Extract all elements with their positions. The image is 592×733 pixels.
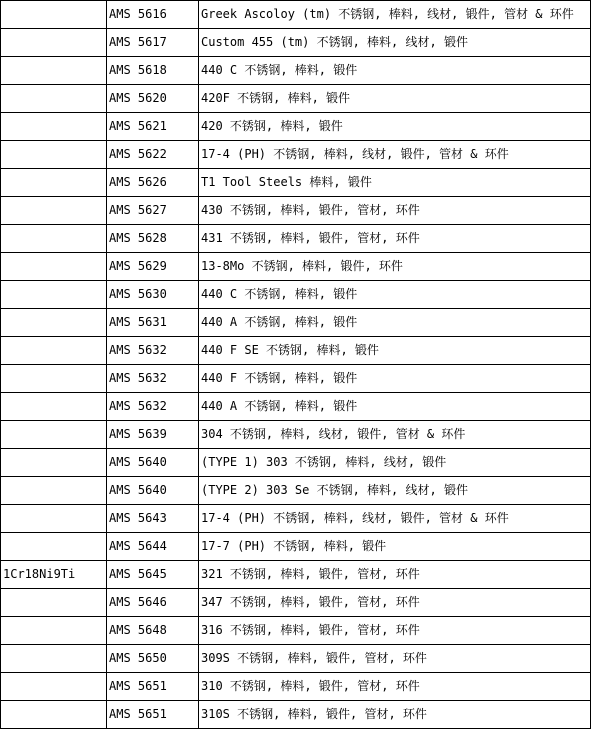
spec-cell: AMS 5650 [107,645,199,673]
grade-cell [1,337,107,365]
description-cell: 420 不锈钢, 棒料, 锻件 [199,113,591,141]
grade-cell [1,589,107,617]
description-cell: 440 F 不锈钢, 棒料, 锻件 [199,365,591,393]
spec-cell: AMS 5643 [107,505,199,533]
spec-cell: AMS 5632 [107,365,199,393]
table-row [1,29,591,57]
description-cell: 321 不锈钢, 棒料, 锻件, 管材, 环件 [199,561,591,589]
table-row [1,477,591,505]
grade-cell [1,253,107,281]
table-row [1,169,591,197]
grade-cell [1,197,107,225]
description-cell: 347 不锈钢, 棒料, 锻件, 管材, 环件 [199,589,591,617]
grade-cell [1,141,107,169]
spec-cell: AMS 5632 [107,393,199,421]
spec-cell: AMS 5627 [107,197,199,225]
grade-cell [1,85,107,113]
grade-cell [1,281,107,309]
spec-cell: AMS 5651 [107,701,199,729]
table-row [1,253,591,281]
description-cell: 17-7 (PH) 不锈钢, 棒料, 锻件 [199,533,591,561]
table-row [1,673,591,701]
spec-cell: AMS 5646 [107,589,199,617]
description-cell: 440 C 不锈钢, 棒料, 锻件 [199,281,591,309]
table-row [1,617,591,645]
spec-cell: AMS 5620 [107,85,199,113]
table-row [1,141,591,169]
spec-cell: AMS 5632 [107,337,199,365]
spec-cell: AMS 5618 [107,57,199,85]
grade-cell [1,169,107,197]
spec-cell: AMS 5644 [107,533,199,561]
table-row [1,421,591,449]
spec-cell: AMS 5645 [107,561,199,589]
grade-cell [1,113,107,141]
table-row [1,309,591,337]
table-row [1,337,591,365]
grade-cell: 1Cr18Ni9Ti [1,561,107,589]
table-row [1,449,591,477]
description-cell: 440 A 不锈钢, 棒料, 锻件 [199,393,591,421]
table-row [1,365,591,393]
spec-cell: AMS 5640 [107,449,199,477]
grade-cell [1,617,107,645]
description-cell: 440 C 不锈钢, 棒料, 锻件 [199,57,591,85]
description-cell: Custom 455 (tm) 不锈钢, 棒料, 线材, 锻件 [199,29,591,57]
grade-cell [1,533,107,561]
table-row [1,281,591,309]
spec-cell: AMS 5640 [107,477,199,505]
grade-cell [1,673,107,701]
table-row [1,589,591,617]
table-row [1,85,591,113]
spec-cell: AMS 5630 [107,281,199,309]
grade-cell [1,477,107,505]
spec-cell: AMS 5626 [107,169,199,197]
table-row [1,197,591,225]
grade-cell [1,57,107,85]
table-row [1,645,591,673]
description-cell: 430 不锈钢, 棒料, 锻件, 管材, 环件 [199,197,591,225]
spec-cell: AMS 5629 [107,253,199,281]
specification-table-body [1,1,591,729]
spec-cell: AMS 5648 [107,617,199,645]
spec-cell: AMS 5617 [107,29,199,57]
description-cell: 17-4 (PH) 不锈钢, 棒料, 线材, 锻件, 管材 & 环件 [199,141,591,169]
description-cell: 13-8Mo 不锈钢, 棒料, 锻件, 环件 [199,253,591,281]
grade-cell [1,365,107,393]
grade-cell [1,505,107,533]
description-cell: Greek Ascoloy (tm) 不锈钢, 棒料, 线材, 锻件, 管材 & 环件 [199,1,591,29]
table-row [1,533,591,561]
table-row [1,505,591,533]
spec-cell: AMS 5616 [107,1,199,29]
table-row [1,113,591,141]
spec-cell: AMS 5621 [107,113,199,141]
table-row [1,701,591,729]
grade-cell [1,645,107,673]
description-cell: 310 不锈钢, 棒料, 锻件, 管材, 环件 [199,673,591,701]
spec-cell: AMS 5651 [107,673,199,701]
description-cell: 431 不锈钢, 棒料, 锻件, 管材, 环件 [199,225,591,253]
description-cell: 304 不锈钢, 棒料, 线材, 锻件, 管材 & 环件 [199,421,591,449]
description-cell: (TYPE 2) 303 Se 不锈钢, 棒料, 线材, 锻件 [199,477,591,505]
table-row [1,1,591,29]
spec-cell: AMS 5631 [107,309,199,337]
description-cell: (TYPE 1) 303 不锈钢, 棒料, 线材, 锻件 [199,449,591,477]
grade-cell [1,225,107,253]
description-cell: 440 A 不锈钢, 棒料, 锻件 [199,309,591,337]
description-cell: 310S 不锈钢, 棒料, 锻件, 管材, 环件 [199,701,591,729]
grade-cell [1,29,107,57]
description-cell: 309S 不锈钢, 棒料, 锻件, 管材, 环件 [199,645,591,673]
grade-cell [1,309,107,337]
table-row [1,561,591,589]
grade-cell [1,701,107,729]
spec-cell: AMS 5628 [107,225,199,253]
table-row [1,57,591,85]
spec-cell: AMS 5639 [107,421,199,449]
description-cell: T1 Tool Steels 棒料, 锻件 [199,169,591,197]
grade-cell [1,1,107,29]
spec-cell: AMS 5622 [107,141,199,169]
description-cell: 440 F SE 不锈钢, 棒料, 锻件 [199,337,591,365]
table-row [1,225,591,253]
description-cell: 316 不锈钢, 棒料, 锻件, 管材, 环件 [199,617,591,645]
description-cell: 420F 不锈钢, 棒料, 锻件 [199,85,591,113]
table-row [1,393,591,421]
description-cell: 17-4 (PH) 不锈钢, 棒料, 线材, 锻件, 管材 & 环件 [199,505,591,533]
grade-cell [1,421,107,449]
grade-cell [1,393,107,421]
grade-cell [1,449,107,477]
